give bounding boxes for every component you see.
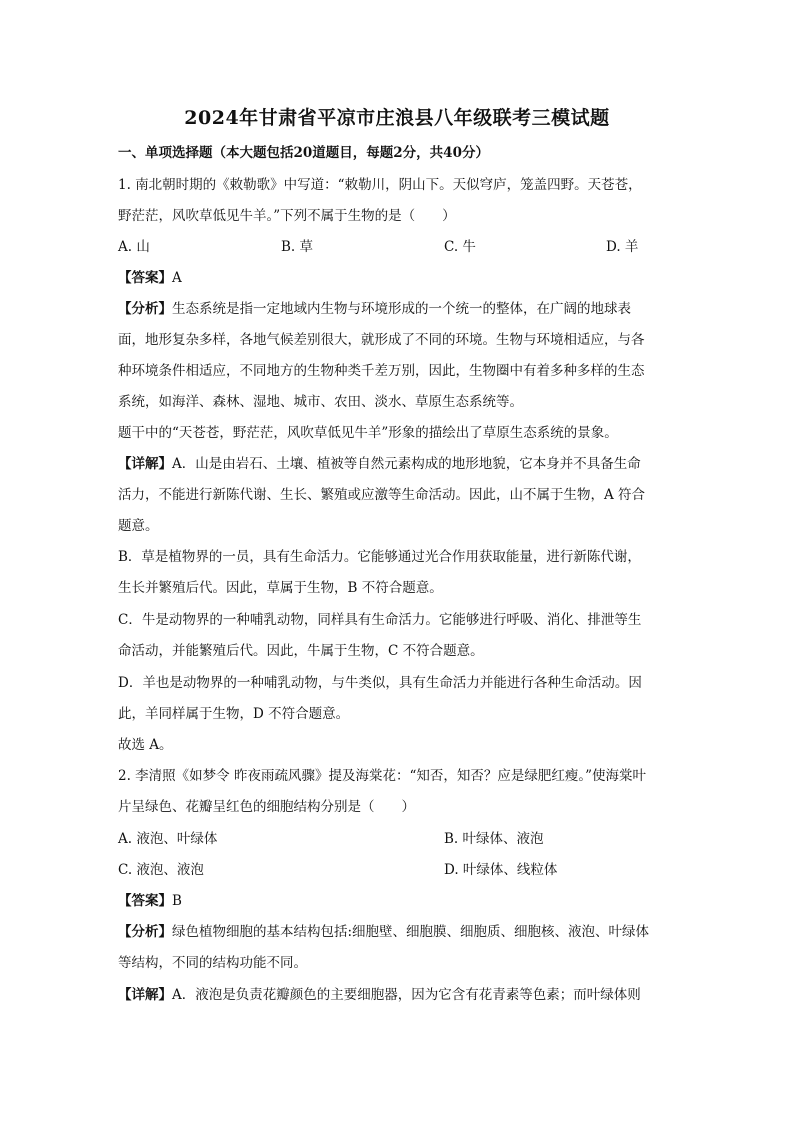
q1-detail-line-5: 生长并繁殖后代。因此，草属于生物，B 不符合题意。 — [118, 580, 443, 596]
answer-tag: 【答案】 — [118, 270, 172, 286]
q1-detail-line-6: C．牛是动物界的一种哺乳动物，同样具有生命活力。它能够进行呼吸、消化、排泄等生 — [118, 612, 642, 628]
q1-option-b: B. 草 — [281, 239, 314, 255]
detail-tag: 【详解】 — [118, 456, 172, 472]
analysis-text: 生态系统是指一定地域内生物与环境形成的一个统一的整体，在广阔的地球表 — [172, 301, 631, 317]
section-heading: 一、单项选择题（本大题包括20道题目，每题2分，共40分） — [118, 145, 489, 161]
q1-detail-line-4: B．草是植物界的一员，具有生命活力。它能够通过光合作用获取能量，进行新陈代谢， — [118, 549, 641, 565]
answer-value: B — [172, 893, 182, 909]
q1-analysis-line-5: 题干中的“天苍苍，野茫茫，风吹草低见牛羊”形象的描绘出了草原生态系统的景象。 — [118, 425, 618, 441]
q1-analysis-line-2: 面，地形复杂多样，各地气候差别很大，就形成了不同的环境。生物与环境相适应，与各 — [118, 332, 645, 348]
q1-conclusion: 故选 A。 — [118, 737, 173, 753]
q2-option-d: D. 叶绿体、线粒体 — [444, 862, 558, 878]
q1-analysis-line-1 — [118, 299, 631, 319]
detail-tag: 【详解】 — [118, 987, 172, 1003]
q2-option-a: A. 液泡、叶绿体 — [118, 831, 218, 847]
q2-option-b: B. 叶绿体、液泡 — [444, 831, 544, 847]
q1-detail-line-9: 此，羊同样属于生物，D 不符合题意。 — [118, 706, 350, 722]
q1-option-c: C. 牛 — [444, 239, 476, 255]
page-title: 2024年甘肃省平凉市庄浪县八年级联考三模试题 — [184, 107, 610, 129]
q1-analysis-line-3: 种环境条件相适应，不同地方的生物种类千差万别，因此，生物圈中有着多种多样的生态 — [118, 363, 645, 379]
q1-stem-line-2: 野茫茫，风吹草低见牛羊。”下列不属于生物的是（ ） — [118, 208, 456, 224]
q2-stem-line-1: 2. 李清照《如梦令 昨夜雨疏风骤》提及海棠花：“知否，知否？应是绿肥红瘦。”使海棠叶 — [118, 768, 647, 784]
answer-tag: 【答案】 — [118, 893, 172, 909]
q2-analysis-line-2: 等结构，不同的结构功能不同。 — [118, 955, 307, 971]
q2-stem-line-2: 片呈绿色、花瓣呈红色的细胞结构分别是（ ） — [118, 799, 415, 815]
q1-detail-line-2: 活力，不能进行新陈代谢、生长、繁殖或应激等生命活动。因此，山不属于生物，A 符合 — [118, 487, 646, 503]
q1-analysis-line-4: 系统，如海洋、森林、湿地、城市、农田、淡水、草原生态系统等。 — [118, 394, 523, 410]
detail-text: A．山是由岩石、土壤、植被等自然元素构成的地形地貌，它本身并不具备生命 — [172, 456, 641, 472]
q2-analysis-line-1 — [118, 922, 649, 942]
q1-detail-line-3: 题意。 — [118, 518, 159, 534]
analysis-tag: 【分析】 — [118, 924, 172, 940]
q1-answer — [118, 268, 182, 288]
detail-text: A．液泡是负责花瓣颜色的主要细胞器，因为它含有花青素等色素；而叶绿体则 — [172, 987, 641, 1003]
q2-detail-line-1 — [118, 985, 641, 1005]
answer-value: A — [172, 270, 182, 286]
analysis-text: 绿色植物细胞的基本结构包括:细胞壁、细胞膜、细胞质、细胞核、液泡、叶绿体 — [172, 924, 650, 940]
q2-option-c: C. 液泡、液泡 — [118, 862, 204, 878]
q1-stem-line-1: 1. 南北朝时期的《敕勒歌》中写道：“敕勒川，阴山下。天似穹庐，笼盖四野。天苍苍， — [118, 177, 642, 193]
analysis-tag: 【分析】 — [118, 301, 172, 317]
q1-option-a: A. 山 — [118, 239, 150, 255]
q2-answer — [118, 891, 182, 911]
q1-detail-line-8: D．羊也是动物界的一种哺乳动物，与牛类似，具有生命活力并能进行各种生命活动。因 — [118, 675, 642, 691]
q1-option-d: D. 羊 — [606, 239, 639, 255]
q1-detail-line-7: 命活动，并能繁殖后代。因此，牛属于生物，C 不符合题意。 — [118, 643, 484, 659]
q1-detail-line-1 — [118, 454, 641, 474]
